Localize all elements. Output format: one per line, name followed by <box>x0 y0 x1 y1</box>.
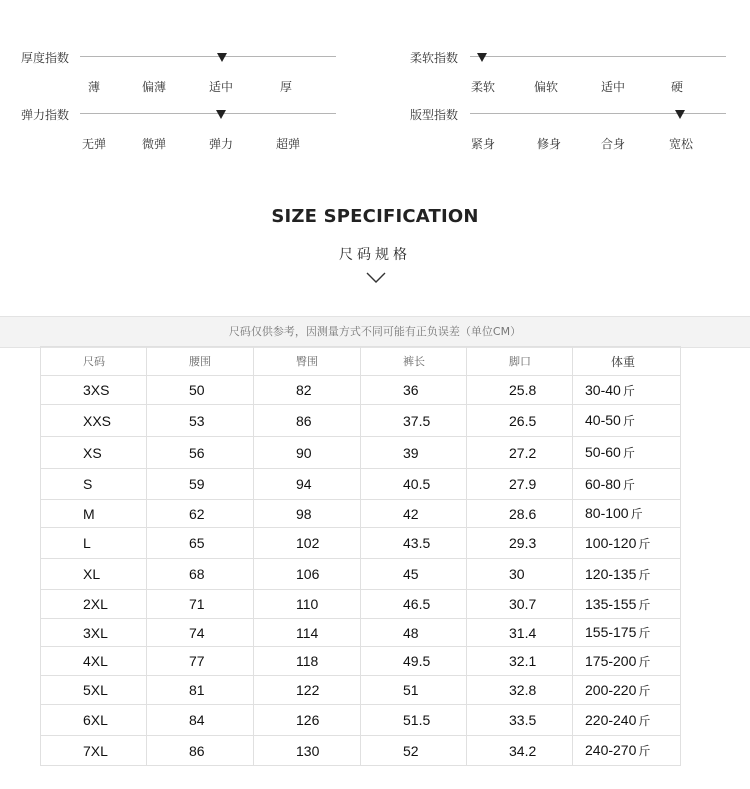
cell-size: S <box>41 469 147 500</box>
table-row <box>41 437 681 469</box>
cell-waist: 59 <box>147 469 254 500</box>
weight-unit: 斤 <box>638 626 651 640</box>
table-row <box>41 647 681 676</box>
cell-weight <box>573 376 681 405</box>
cell-leg-opening: 32.1 <box>467 647 573 676</box>
weight-range: 50-60 <box>585 444 621 460</box>
cell-weight <box>573 437 681 469</box>
cell-hip: 114 <box>254 619 361 647</box>
softness-option: 硬 <box>670 80 684 94</box>
header-leg-opening: 脚口 <box>467 347 573 376</box>
cell-waist: 71 <box>147 590 254 619</box>
cell-weight <box>573 559 681 590</box>
cell-length: 43.5 <box>361 528 467 559</box>
cell-hip: 126 <box>254 705 361 736</box>
cell-length: 51 <box>361 676 467 705</box>
weight-range: 80-100 <box>585 505 629 521</box>
weight-range: 120-135 <box>585 565 637 582</box>
cell-hip: 102 <box>254 528 361 559</box>
elasticity-index-label: 弹力指数 <box>21 108 70 122</box>
cell-hip: 122 <box>254 676 361 705</box>
cell-size: XS <box>41 437 147 469</box>
measurement-note: 尺码仅供参考，因测量方式不同可能有正负误差（单位CM） <box>0 316 750 348</box>
cell-leg-opening: 31.4 <box>467 619 573 647</box>
cell-leg-opening: 30.7 <box>467 590 573 619</box>
thickness-index-scale <box>80 56 336 57</box>
cell-size: 5XL <box>41 676 147 705</box>
softness-option: 偏软 <box>533 80 559 94</box>
header-hip: 臀围 <box>254 347 361 376</box>
cell-length: 51.5 <box>361 705 467 736</box>
weight-unit: 斤 <box>622 446 635 460</box>
cell-waist: 50 <box>147 376 254 405</box>
cell-leg-opening: 33.5 <box>467 705 573 736</box>
cell-weight <box>573 676 681 705</box>
cell-length: 39 <box>361 437 467 469</box>
weight-unit: 斤 <box>622 383 635 398</box>
softness-index-label: 柔软指数 <box>410 51 459 65</box>
fit-option: 紧身 <box>470 137 496 151</box>
table-row <box>41 528 681 559</box>
table-row <box>41 469 681 500</box>
table-row <box>41 590 681 619</box>
weight-range: 200-220 <box>585 681 637 698</box>
cell-weight <box>573 736 681 766</box>
weight-unit: 斤 <box>638 744 651 758</box>
weight-range: 40-50 <box>585 412 621 428</box>
weight-unit: 斤 <box>638 597 651 612</box>
header-length: 裤长 <box>361 347 467 376</box>
table-row <box>41 619 681 647</box>
elasticity-indicator-icon <box>216 110 226 119</box>
cell-length: 36 <box>361 376 467 405</box>
cell-size: 3XS <box>41 376 147 405</box>
cell-weight <box>573 405 681 437</box>
cell-leg-opening: 27.9 <box>467 469 573 500</box>
weight-range: 175-200 <box>585 652 637 669</box>
cell-size: M <box>41 500 147 528</box>
weight-range: 220-240 <box>585 711 637 728</box>
cell-waist: 81 <box>147 676 254 705</box>
cell-waist: 65 <box>147 528 254 559</box>
table-row <box>41 500 681 528</box>
cell-leg-opening: 27.2 <box>467 437 573 469</box>
cell-hip: 82 <box>254 376 361 405</box>
cell-length: 42 <box>361 500 467 528</box>
cell-hip: 118 <box>254 647 361 676</box>
cell-waist: 77 <box>147 647 254 676</box>
cell-size: L <box>41 528 147 559</box>
cell-waist: 68 <box>147 559 254 590</box>
softness-option: 柔软 <box>470 80 496 94</box>
cell-leg-opening: 26.5 <box>467 405 573 437</box>
cell-hip: 106 <box>254 559 361 590</box>
cell-weight <box>573 528 681 559</box>
weight-unit: 斤 <box>622 414 635 428</box>
cell-weight <box>573 500 681 528</box>
thickness-option: 薄 <box>87 80 101 94</box>
elasticity-option: 超弹 <box>275 137 301 151</box>
weight-range: 135-155 <box>585 595 637 612</box>
cell-hip: 110 <box>254 590 361 619</box>
elasticity-option: 微弹 <box>141 137 167 151</box>
chevron-down-icon <box>366 271 386 285</box>
cell-length: 45 <box>361 559 467 590</box>
thickness-option: 偏薄 <box>141 80 167 94</box>
cell-hip: 130 <box>254 736 361 766</box>
cell-size: 2XL <box>41 590 147 619</box>
cell-weight <box>573 705 681 736</box>
weight-unit: 斤 <box>638 567 651 582</box>
weight-unit: 斤 <box>638 536 651 551</box>
cell-waist: 56 <box>147 437 254 469</box>
table-row <box>41 376 681 405</box>
weight-range: 240-270 <box>585 742 637 758</box>
cell-length: 40.5 <box>361 469 467 500</box>
header-size: 尺码 <box>41 347 147 376</box>
cell-leg-opening: 28.6 <box>467 500 573 528</box>
thickness-option: 适中 <box>208 80 234 94</box>
cell-hip: 86 <box>254 405 361 437</box>
fit-index-scale <box>470 113 726 114</box>
table-body <box>41 376 681 766</box>
cell-size: XL <box>41 559 147 590</box>
cell-hip: 90 <box>254 437 361 469</box>
cell-waist: 86 <box>147 736 254 766</box>
cell-waist: 74 <box>147 619 254 647</box>
thickness-option: 厚 <box>279 80 293 94</box>
size-table <box>40 346 681 766</box>
cell-weight <box>573 647 681 676</box>
cell-leg-opening: 30 <box>467 559 573 590</box>
size-spec-title: SIZE SPECIFICATION <box>271 206 479 227</box>
weight-unit: 斤 <box>638 683 651 698</box>
cell-waist: 84 <box>147 705 254 736</box>
cell-size: 6XL <box>41 705 147 736</box>
cell-waist: 62 <box>147 500 254 528</box>
table-row <box>41 405 681 437</box>
header-weight: 体重 <box>573 347 681 376</box>
cell-length: 48 <box>361 619 467 647</box>
cell-size: 4XL <box>41 647 147 676</box>
softness-indicator-icon <box>477 53 487 62</box>
cell-weight <box>573 619 681 647</box>
fit-option: 合身 <box>600 137 626 151</box>
thickness-indicator-icon <box>217 53 227 62</box>
cell-hip: 98 <box>254 500 361 528</box>
cell-leg-opening: 29.3 <box>467 528 573 559</box>
cell-size: XXS <box>41 405 147 437</box>
table-row <box>41 705 681 736</box>
weight-unit: 斤 <box>630 507 643 521</box>
cell-length: 37.5 <box>361 405 467 437</box>
weight-range: 60-80 <box>585 475 621 492</box>
softness-index-scale <box>470 56 726 57</box>
cell-weight <box>573 590 681 619</box>
weight-range: 30-40 <box>585 381 621 398</box>
weight-range: 100-120 <box>585 534 637 551</box>
cell-length: 52 <box>361 736 467 766</box>
weight-unit: 斤 <box>622 477 635 492</box>
cell-length: 49.5 <box>361 647 467 676</box>
elasticity-option: 弹力 <box>208 137 234 151</box>
size-spec-subtitle: 尺码规格 <box>339 247 411 263</box>
header-waist: 腰围 <box>147 347 254 376</box>
softness-option: 适中 <box>600 80 626 94</box>
elasticity-index-scale <box>80 113 336 114</box>
cell-leg-opening: 32.8 <box>467 676 573 705</box>
weight-unit: 斤 <box>638 713 651 728</box>
thickness-index-label: 厚度指数 <box>21 51 70 65</box>
cell-size: 3XL <box>41 619 147 647</box>
fit-option: 宽松 <box>668 137 694 151</box>
cell-leg-opening: 25.8 <box>467 376 573 405</box>
cell-waist: 53 <box>147 405 254 437</box>
table-row <box>41 559 681 590</box>
elasticity-option: 无弹 <box>81 137 107 151</box>
fit-option: 修身 <box>536 137 562 151</box>
cell-hip: 94 <box>254 469 361 500</box>
cell-weight <box>573 469 681 500</box>
table-header-row <box>41 347 681 376</box>
fit-index-label: 版型指数 <box>410 108 459 122</box>
cell-leg-opening: 34.2 <box>467 736 573 766</box>
cell-size: 7XL <box>41 736 147 766</box>
table-row <box>41 676 681 705</box>
weight-unit: 斤 <box>638 654 651 669</box>
cell-length: 46.5 <box>361 590 467 619</box>
table-row <box>41 736 681 766</box>
fit-indicator-icon <box>675 110 685 119</box>
weight-range: 155-175 <box>585 624 637 640</box>
